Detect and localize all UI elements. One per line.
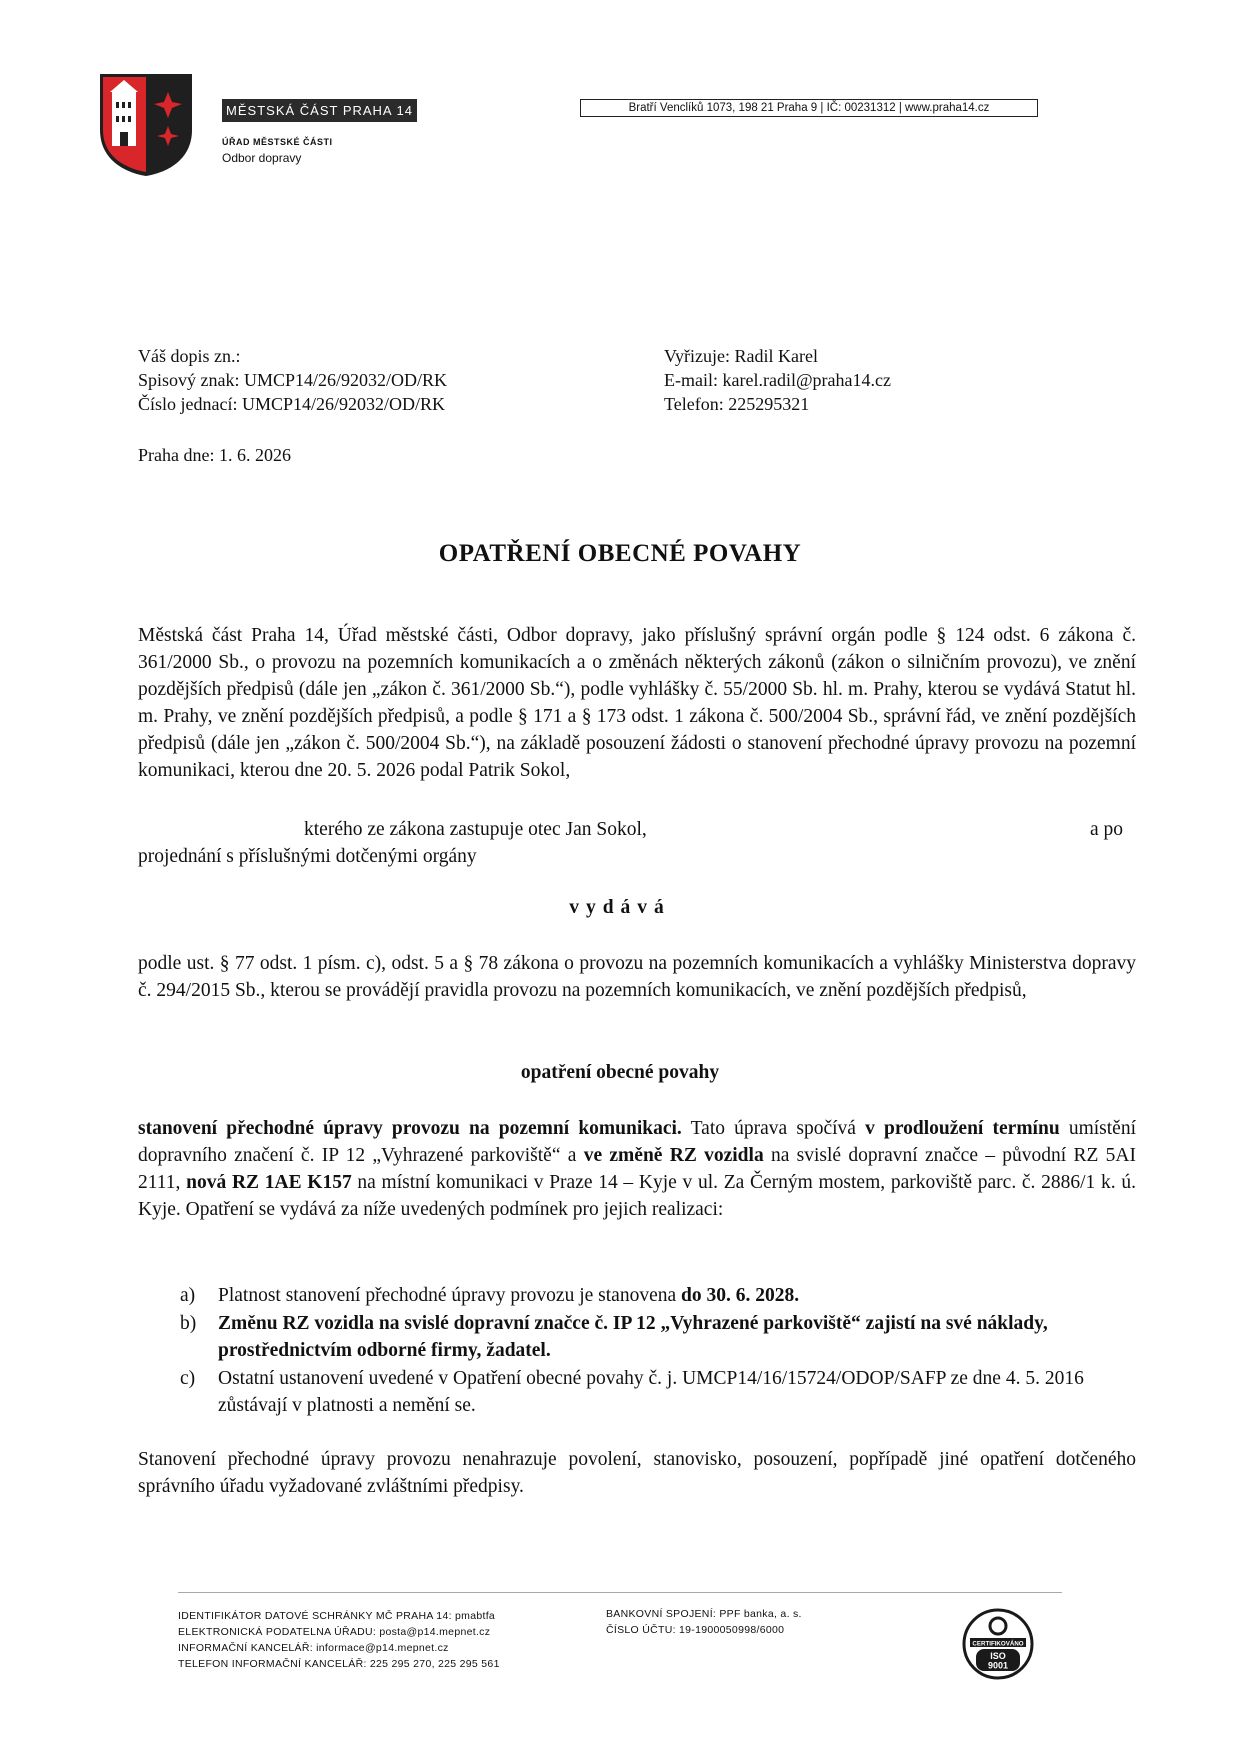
footer-info-phone: TELEFON INFORMAČNÍ KANCELÁŘ: 225 295 270, 225 295 561: [178, 1658, 500, 1670]
footer-e-office: ELEKTRONICKÁ PODATELNA ÚŘADU: posta@p14.mepnet.cz: [178, 1626, 491, 1638]
measure-bold-2: v prodloužení termínu: [865, 1118, 1060, 1139]
issues-heading: vydává: [569, 897, 671, 918]
intro-representative: kterého ze zákona zastupuje otec Jan Sokol,: [304, 819, 647, 840]
iso-label: ISO: [990, 1651, 1006, 1661]
condition-bold: Změnu RZ vozidla na svislé dopravní značce č. IP 12 „Vyhrazené parkoviště“ zajistí na své náklady, prostřednictvím odborné firmy, žadatel.: [218, 1313, 1048, 1361]
condition-bold: do 30. 6. 2028.: [681, 1285, 800, 1306]
measure-bold-3: ve změně RZ vozidla: [583, 1145, 764, 1166]
condition-label: a): [180, 1285, 196, 1306]
conditions-list: [180, 1282, 1136, 1420]
measure-text-3: na svislé dopravní značce – původní RZ 5AI 2111,: [138, 1145, 1137, 1193]
office-line: ÚŘAD MĚSTSKÉ ČÁSTI: [222, 137, 333, 147]
condition-label: c): [180, 1368, 196, 1389]
condition-label: b): [180, 1313, 197, 1334]
intro-consultation: projednání s příslušnými dotčenými orgány: [138, 846, 477, 867]
legal-basis-paragraph: podle ust. § 77 odst. 1 písm. c), odst. 5 a § 78 zákona o provozu na pozemních komunikacích a vyhlášky Ministerstva dopravy č. 294/2015 Sb., kterou se provádějí pravidla provozu na pozemních komunikacích, ve znění pozdějších předpisů,: [138, 953, 1136, 1001]
intro-line-end: a po: [1090, 819, 1124, 840]
contact-email: E-mail: karel.radil@praha14.cz: [664, 370, 891, 390]
measure-heading: opatření obecné povahy: [520, 1062, 720, 1083]
footer-data-box: IDENTIFIKÁTOR DATOVÉ SCHRÁNKY MČ PRAHA 14: pmabtfa: [178, 1610, 496, 1622]
intro-text: Městská část Praha 14, Úřad městské části, Odbor dopravy, jako příslušný správní orgán podle § 124 odst. 6 zákona č. 361/2000 Sb., o provozu na pozemních komunikacích a o změnách některých zákonů (zákon o silničním provozu), ve znění pozdějších předpisů (dále jen „zákon č. 361/2000 Sb.“), podle vyhlášky č. 55/2000 Sb. hl. m. Prahy, kterou se vydává Statut hl. m. Prahy, ve znění pozdějších předpisů, a podle § 171 a § 173 odst. 1 zákona č. 500/2004 Sb., správní řád, ve znění pozdějších předpisů (dále jen „zákon č. 500/2004 Sb.“), na základě posouzení žádosti o stanovení přechodné úpravy provozu na pozemní komunikaci, kterou dne 20. 5. 2026 podal Patrik Sokol,: [138, 625, 1136, 781]
iso-number: 9001: [987, 1660, 1009, 1671]
footer-bank: BANKOVNÍ SPOJENÍ: PPF banka, a. s.: [606, 1608, 802, 1620]
measure-text-2: umístění dopravního značení č. IP 12 „Vyhrazené parkoviště“ a: [138, 1118, 1136, 1166]
condition-item: [180, 1365, 1136, 1419]
your-letter-ref: Váš dopis zn.:: [138, 346, 241, 366]
measure-text-4: na místní komunikaci v Praze 14 – Kyje v ul. Za Černým mostem, parkoviště parc. č. 2886/1 k. ú. Kyje. Opatření se vydává za níže uvedených podmínek pro jejich realizaci:: [138, 1172, 1136, 1220]
iso-cert-text: CERTIFIKOVÁNO: [972, 1640, 1024, 1648]
handled-by: Vyřizuje: Radil Karel: [664, 346, 818, 366]
intro-paragraph: [138, 622, 1136, 784]
measure-bold-4: nová RZ 1AE K157: [186, 1172, 352, 1193]
iso-certification-seal-icon: [962, 1608, 1034, 1680]
measure-text-1: Tato úprava spočívá: [681, 1118, 866, 1139]
condition-text: Platnost stanovení přechodné úpravy provozu je stanovena: [218, 1285, 682, 1306]
measure-paragraph: [138, 1115, 1136, 1223]
closing-paragraph: Stanovení přechodné úpravy provozu nenahrazuje povolení, stanovisko, posouzení, popřípadě jiné opatření dotčeného správního úřadu vyžadované zvláštními předpisy.: [138, 1449, 1136, 1497]
document-title: OPATŘENÍ OBECNÉ POVAHY: [438, 540, 802, 567]
condition-item: [180, 1282, 1136, 1309]
footer-info-office: INFORMAČNÍ KANCELÁŘ: informace@p14.mepnet.cz: [178, 1642, 449, 1654]
document-date: Praha dne: 1. 6. 2026: [138, 445, 291, 465]
address-line: Bratří Venclíků 1073, 198 21 Praha 9 | IČ: 00231312 | www.praha14.cz: [580, 99, 1038, 117]
footer-divider: [178, 1592, 1062, 1593]
file-mark: Spisový znak: UMCP14/26/92032/OD/RK: [138, 370, 448, 390]
coat-of-arms-icon: [98, 72, 194, 178]
condition-text: Ostatní ustanovení uvedené v Opatření obecné povahy č. j. UMCP14/16/15724/ODOP/SAFP ze dne 4. 5. 2016 zůstávají v platnosti a nemění se.: [218, 1368, 1084, 1416]
reference-number: Číslo jednací: UMCP14/26/92032/OD/RK: [138, 394, 446, 414]
contact-phone: Telefon: 225295321: [664, 394, 810, 414]
measure-bold-1: stanovení přechodné úpravy provozu na pozemní komunikaci.: [138, 1118, 682, 1139]
department-name: Odbor dopravy: [222, 151, 302, 165]
footer-account: ČÍSLO ÚČTU: 19-1900050998/6000: [606, 1624, 785, 1636]
condition-item: [180, 1310, 1136, 1364]
organization-name-bar: MĚSTSKÁ ČÁST PRAHA 14: [222, 99, 417, 122]
